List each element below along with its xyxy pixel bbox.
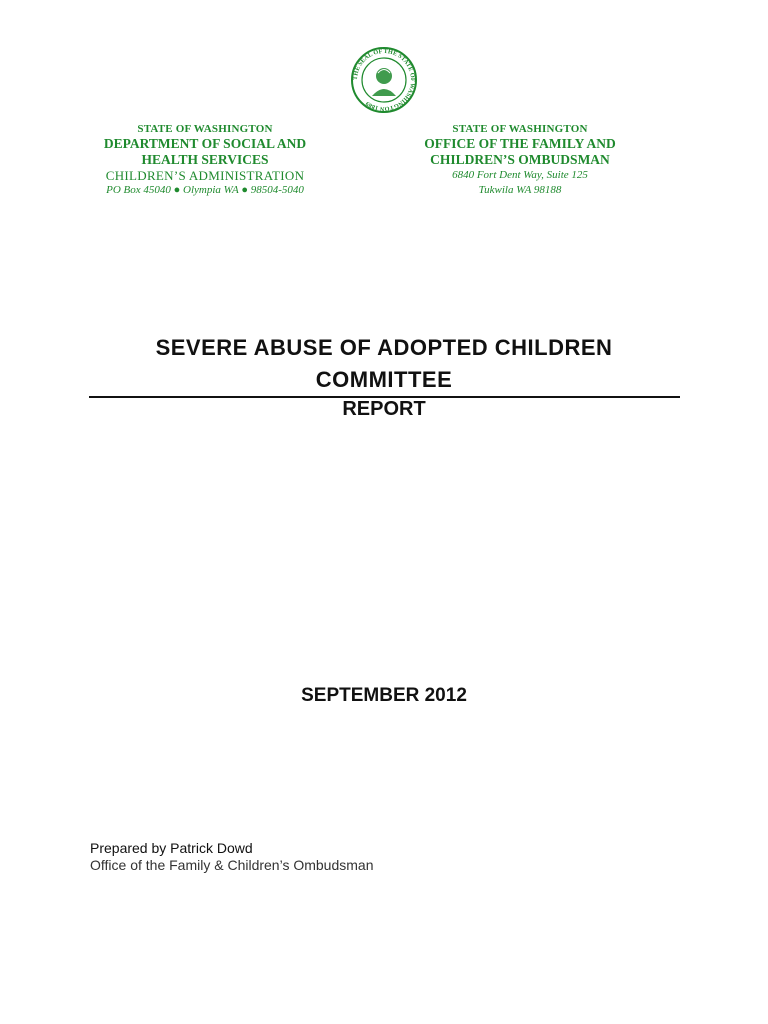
report-subtitle: REPORT [342, 398, 426, 420]
prepared-office: Office of the Family & Children’s Ombudsman [90, 857, 374, 873]
left-division: CHILDREN’S ADMINISTRATION [105, 168, 305, 183]
report-date: SEPTEMBER 2012 [301, 685, 467, 706]
left-address: PO Box 45040 ● Olympia WA ● 98504-5040 [106, 184, 304, 196]
right-state-label: STATE OF WASHINGTON [452, 123, 588, 135]
right-org-line1: OFFICE OF THE FAMILY AND [424, 136, 616, 151]
report-title-line2: COMMITTEE [315, 367, 453, 392]
right-address-line1: 6840 Fort Dent Way, Suite 125 [452, 169, 588, 181]
state-seal-icon [350, 46, 418, 114]
report-title-line1: SEVERE ABUSE OF ADOPTED CHILDREN [155, 335, 613, 360]
prepared-by: Prepared by Patrick Dowd [90, 840, 253, 856]
ombudsman-letterhead [395, 123, 645, 198]
left-state-label: STATE OF WASHINGTON [137, 123, 273, 135]
left-org-line1: DEPARTMENT OF SOCIAL AND [103, 136, 307, 151]
right-address-line2: Tukwila WA 98188 [478, 184, 562, 196]
dshs-letterhead [80, 123, 330, 198]
seal-ring-text: THE SEAL OF THE STATE OF WASHINGTON 1889 [351, 47, 417, 113]
right-org-line2: CHILDREN’S OMBUDSMAN [430, 152, 610, 167]
left-org-line2: HEALTH SERVICES [141, 152, 269, 167]
